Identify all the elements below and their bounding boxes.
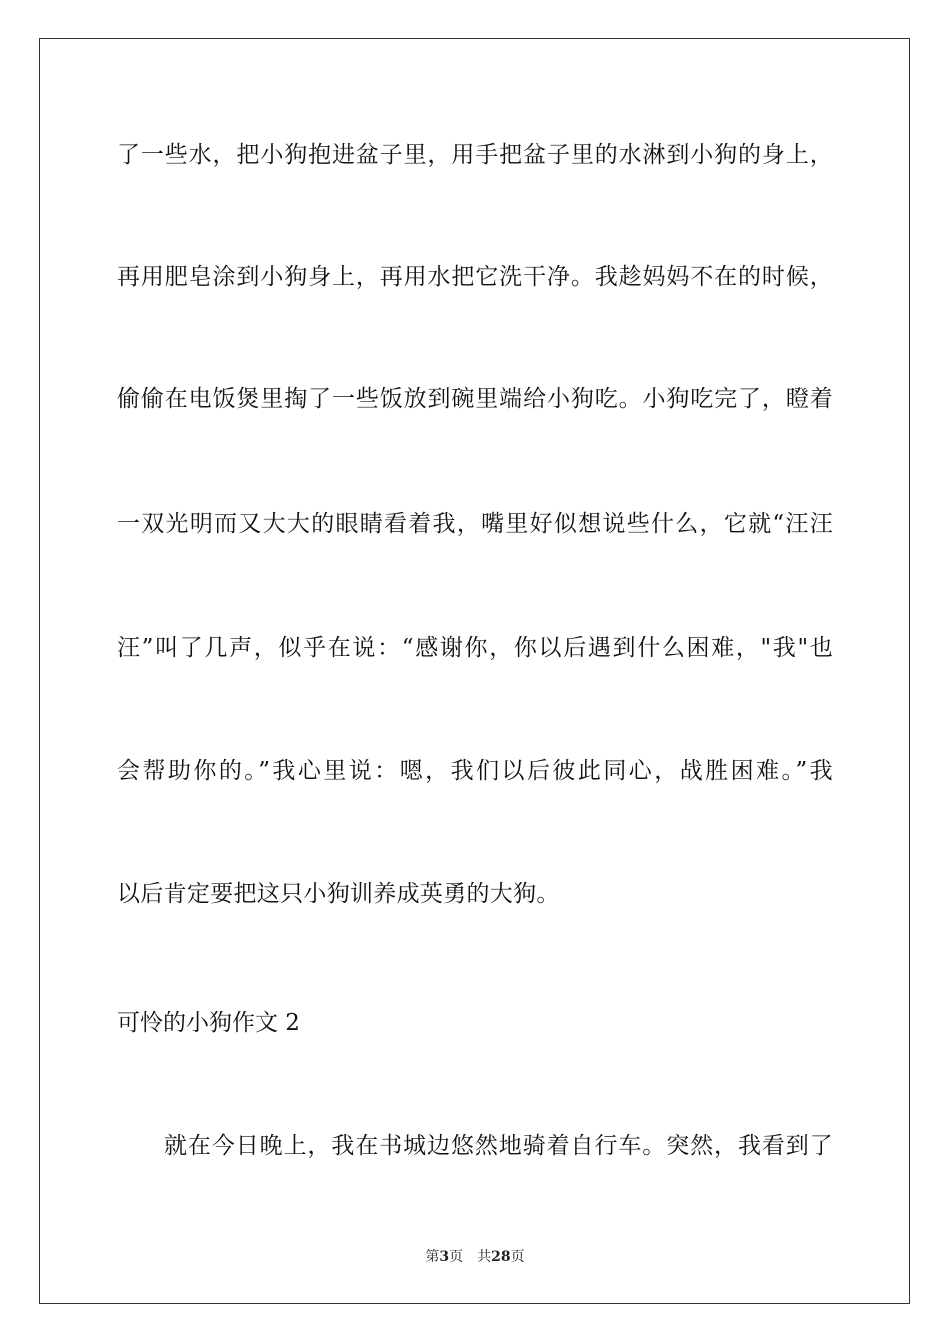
body-text-line: 会帮助你的。”我心里说：嗯，我们以后彼此同心，战胜困难。”我 [117,758,833,784]
total-pages: 28 [491,1249,511,1265]
section-heading: 可怜的小狗作文 2 [117,1010,300,1036]
total-suffix: 页 [510,1249,525,1265]
page-suffix: 页 [449,1249,464,1265]
page-border [39,38,910,1304]
page-prefix: 第 [425,1249,440,1265]
page-number: 3 [439,1249,450,1265]
total-prefix: 共 [477,1249,492,1265]
body-text-line: 一双光明而又大大的眼睛看着我，嘴里好似想说些什么，它就“汪汪 [117,511,833,537]
body-text-line: 以后肯定要把这只小狗训养成英勇的大狗。 [117,881,560,907]
page-footer [0,1248,950,1266]
body-text-line: 偷偷在电饭煲里掏了一些饭放到碗里端给小狗吃。小狗吃完了，瞪着 [117,386,833,412]
body-text-line: 汪”叫了几声，似乎在说：“感谢你，你以后遇到什么困难，"我"也 [117,635,833,661]
body-text-line: 了一些水，把小狗抱进盆子里，用手把盆子里的水淋到小狗的身上， [117,142,833,168]
body-text-line: 再用肥皂涂到小狗身上，再用水把它洗干净。我趁妈妈不在的时候， [117,264,833,290]
paragraph-first-line: 就在今日晚上，我在书城边悠然地骑着自行车。突然，我看到了 [164,1133,833,1159]
